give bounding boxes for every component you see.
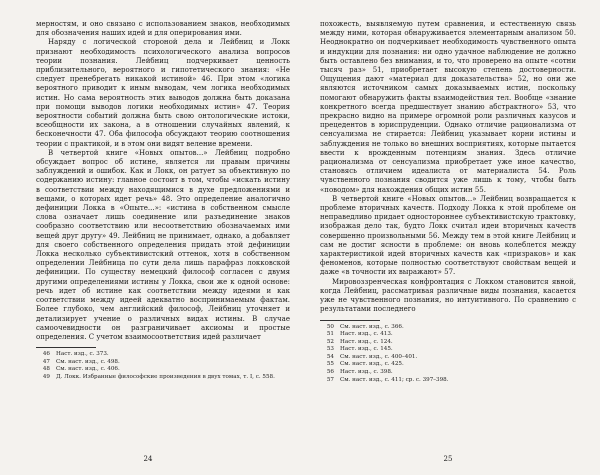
footnote-number: 53: [326, 346, 334, 353]
footnote-text: Наст. изд., с. 145.: [340, 346, 393, 353]
footnote-text: Наст. изд., с. 124.: [340, 338, 393, 345]
page-number: 24: [143, 455, 153, 463]
footnote-text: См. наст. изд., с. 366.: [340, 323, 404, 330]
footnote-number: 48: [42, 366, 50, 373]
footnote-number: 49: [42, 373, 50, 380]
footnote-number: 50: [326, 323, 334, 330]
footnote: [320, 361, 576, 369]
footnote-number: 52: [326, 338, 334, 345]
footnote: [320, 377, 576, 385]
paragraph: В четвертой книге «Новых опытов...» Лейбниц возвращается к проблеме вторичных качеств. Подходу Локка к этой проблеме он неправедливо придает одностороннее субъективистскую трактовку, изображая дело так, будто Локк считал идеи вторичных качеств совершенно произвольными 56. Между тем в этой книге Лейбниц и сам не достиг ясности в проблеме: он вновь колеблется между характеристикой идей вторичных качеств как «призраков» и как феноменов, которые полностью соответствуют свойствам вещей и даже «в точности их выражают» 57.: [320, 194, 576, 277]
right-body-text: [320, 20, 576, 315]
footnote-text: Наст. изд., с. 398.: [340, 369, 393, 376]
footnote: [36, 351, 290, 359]
right-page: [300, 0, 600, 475]
footnote-number: 47: [42, 358, 50, 365]
paragraph: похожесть, выявляемую путем сравнения, и естественную связь между ними, которая обнаруживается элементарным анализом 50. Неоднократно он подчеркивает необходимость чувственного опыта и индукции для познания: ни одно удачное наблюдение не должно быть оставлено без внимания, и то, что проверено на опыте «сотни тысяч раз» 51, приобретает высокую степень достоверности. Ощущения дают «материал для доказательства» 52, но они же являются источником самых доказываемых истин, поскольку помогают обнаружить факты взаимодействия тел. Вообще «знание конкретного всегда предшествует знанию абстрактного» 53, что прекрасно видно на примере огромной роли различных казусов и прецедентов в юриспруденции. Однако отличие рационализма от сенсуализма не стирается: Лейбниц указывает корни истины и заблуждения не только во внешних восприятиях, которые пытается ввести к врожденным потенциям знания. Здесь отличие рационализма от сенсуализма приобретает уже иное качество, становясь отличием идеалиста от материалиста 54. Роль чувственного познания сводится уже лишь к тому, чтобы быть «поводом» для нахождения общих истин 55.: [320, 20, 576, 194]
footnote: [320, 339, 576, 347]
footnote-number: 54: [326, 353, 334, 360]
footnote-text: Наст. изд., с. 373.: [56, 351, 109, 358]
footnote: [320, 346, 576, 354]
paragraph: В четвертой книге «Новых опытов...» Лейбниц подробно обсуждает вопрос об истине, является ли правым причины заблуждений и ошибок. Как и Локк, он ратует за объективную по содержанию истину: главное состоит в том, чтобы «искать истину в соответствии между находящимися в духе предложениями и вещами, о которых идет речь» 48. Это определение аналогично дефиниции Локка в «Опыте...»: «истина в собственном смысле слова означает лишь соединение или разъединение знаков сообразно соответствию или несоответствию обозначаемых ими вещей друг другу» 49. Лейбниц не принимает, однако, а добавляет для своего собственного определения придать этой дефиниции Локка несколько субъективистский оттенок, хотя в собственном определении Лейбница по сути дела лишь парафраз локковской дефиниции. По существу немецкий философ согласен с двумя другими определениями истины у Локка, свои же к одной основе: речь идет об истине как соответствии между идеями и как соответствии между идеей адекватно воспринимаемым фактам. Более глубоко, чем английский философ, Лейбниц уточняет и детализирует учение о различных видах истины. В случае самоочевидности он разграничивает аксиомы и простые определения. С учетом взаимосоответствия идей различает: [36, 148, 290, 341]
footnote: [320, 324, 576, 332]
right-footnotes: [320, 324, 576, 385]
footnote-text: См. наст. изд., с. 411; ср. с. 397–398.: [340, 376, 449, 383]
footnote-number: 56: [326, 369, 334, 376]
footnote-text: Наст. изд., с. 413.: [340, 331, 393, 338]
footnote-number: 51: [326, 331, 334, 338]
footnote: [320, 354, 576, 362]
page-number: 25: [443, 455, 453, 463]
footnote-text: См. наст. изд., с. 498.: [56, 358, 120, 365]
footnote-text: См. наст. изд., с. 425.: [340, 361, 404, 368]
paragraph: Мировоззренческая конфронтация с Локком становится явной, когда Лейбниц, рассматривая различные виды познания, касается уже не чувственного познания, но интуитивного. По сравнению с результатами последнего: [320, 277, 576, 314]
footnote-number: 57: [326, 376, 334, 383]
footnote: [36, 374, 290, 382]
footnote-text: См. наст. изд., с. 400–401.: [340, 353, 418, 360]
left-body-text: [36, 20, 290, 342]
footnote-divider: [320, 320, 380, 321]
footnote: [320, 331, 576, 339]
left-footnotes: [36, 351, 290, 381]
footnote: [36, 359, 290, 367]
paragraph: Наряду с логической стороной дела и Лейбниц и Локк признают необходимость психологического анализа вопросов теории познания. Лейбниц подчеркивает ценность приблизительного, вероятного и гипотетического знания: «Не следует пренебрегать никакой истиной» 46. При этом «логика вероятного приводит к иным выводам, чем логика необходимых истин. Но сама вероятность этих выводов должна быть доказана при помощи выводов логики необходимых истин» 47. Теория вероятности событий должна быть свою онтологические истоки, всеобщности их закона, а в отношении случайных явлений, к бесконечности 47. Оба философа обсуждают теорию соотношения теории с практикой, и в этом они видят веление времени.: [36, 38, 290, 148]
footnote-text: Д. Локк. Избранные философские произведения в двух томах, т. I, с. 558.: [56, 373, 275, 380]
footnote-text: См. наст. изд., с. 406.: [56, 366, 120, 373]
footnote: [320, 369, 576, 377]
footnote: [36, 366, 290, 374]
footnote-number: 55: [326, 361, 334, 368]
footnote-divider: [36, 347, 96, 348]
paragraph: мерностям, и оно связано с использованием знаков, необходимых для обозначения наших идей и для оперирования ими.: [36, 20, 290, 38]
footnote-number: 46: [42, 351, 50, 358]
